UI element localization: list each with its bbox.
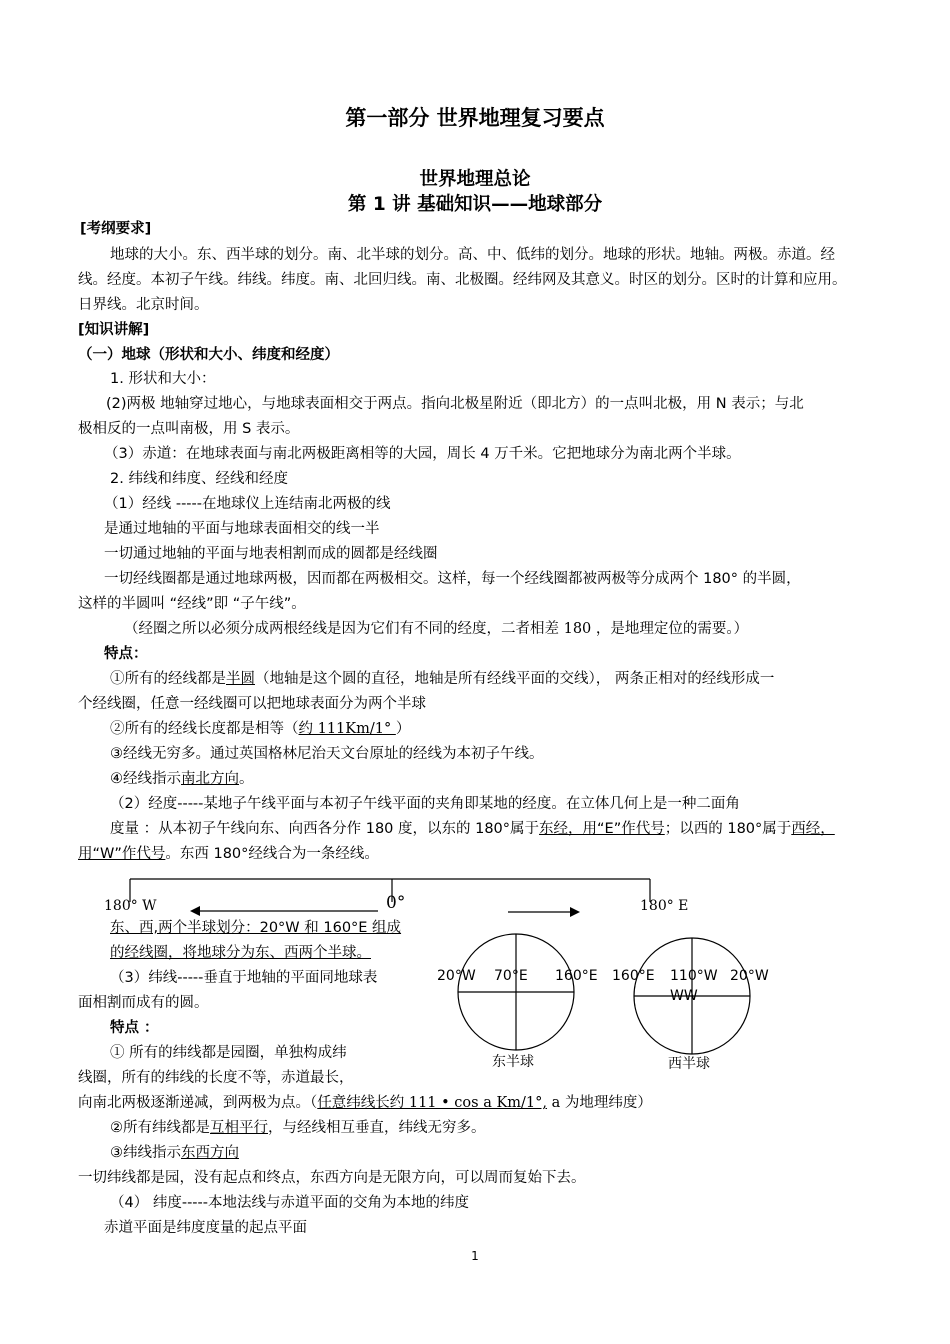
lower-line: ③纬线指示东西方向 (110, 1145, 239, 1161)
lower-line: 赤道平面是纬度度量的起点平面 (104, 1220, 307, 1236)
req-line: 线。经度。本初子午线。纬线。纬度。南、北回归线。南、北极圈。经纬网及其意义。时区的划分。区时的计算和应用。 (78, 272, 847, 288)
label-180e: 180° E (640, 898, 689, 914)
east-label-right: 160°E (555, 968, 598, 984)
body-line: 极相反的一点叫南极，用 S 表示。 (78, 421, 300, 437)
subtitle: 世界地理总论 (419, 169, 531, 190)
label-180w: 180° W (104, 898, 157, 914)
body-line: 1. 形状和大小： (110, 371, 216, 387)
east-label-left: 20°W (437, 968, 476, 984)
west-label-left: 160°E (612, 968, 655, 984)
feature-line: ③经线无穷多。通过英国格林尼治天文台原址的经线为本初子午线。 (110, 746, 544, 762)
arrow-west-head (190, 906, 200, 916)
feature-line: 个经线圈，任意一经线圈可以把地球表面分为两个半球 (78, 696, 426, 712)
page-number: 1 (471, 1249, 479, 1263)
lower-line: ②所有纬线都是互相平行，与经线相互垂直，纬线无穷多。 (110, 1120, 486, 1136)
body-line: (2)两极 地轴穿过地心，与地球表面相交于两点。指向北极星附近（即北方）的一点叫北极，用 N 表示；与北 (106, 396, 804, 412)
page-title: 第一部分 世界地理复习要点 (345, 106, 605, 130)
lower-line: 东、西,两个半球划分：20°W 和 160°E 组成 (110, 920, 402, 936)
body-line: 是通过地轴的平面与地球表面相交的线一半 (104, 521, 380, 537)
lower-line: （4） 纬度-----本地法线与赤道平面的交角为本地的纬度 (110, 1195, 469, 1211)
west-label-right: 20°W (730, 968, 769, 984)
arrow-east-head (570, 907, 580, 917)
lower-line: 面相割而成有的圆。 (78, 995, 209, 1011)
body-line: 这样的半圆叫 “经线”即 “子午线”。 (78, 596, 306, 612)
body-line: （1）经线 -----在地球仪上连结南北两极的线 (104, 496, 391, 512)
lower-line: 的经线圈，将地球分为东、西两个半球。 (110, 945, 371, 961)
lecture-title: 第 1 讲 基础知识——地球部分 (347, 194, 603, 215)
lower-line: ① 所有的纬线都是园圈，单独构成纬 (110, 1045, 347, 1061)
body-line: 一切通过地轴的平面与地表相割而成的圆都是经线圈 (104, 546, 438, 562)
feature-line: ④经线指示南北方向。 (110, 771, 254, 787)
section-earth: （一）地球（形状和大小、纬度和经度） (78, 347, 339, 363)
feature-line: ②所有的经线长度都是相等（约 111Km/1° ） (110, 721, 411, 737)
feature-line: ①所有的经线都是半圆（地轴是这个圆的直径，地轴是所有经线平面的交线）， 两条正相对的经线形成一 (110, 671, 775, 687)
body-line: 用“W”作代号。东西 180°经线合为一条经线。 (78, 846, 379, 862)
lower-line: （3）纬线-----垂直于地轴的平面同地球表 (110, 970, 378, 986)
req-line: 地球的大小。东、西半球的划分。南、北半球的划分。高、中、低纬的划分。地球的形状。地轴。两极。赤道。经 (110, 247, 835, 263)
body-line: （经圈之所以必须分成两根经线是因为它们有不同的经度，二者相差 180 ，是地理定位的需要。） (124, 621, 749, 637)
label-0: 0° (386, 893, 406, 913)
west-hemisphere-name: 西半球 (668, 1056, 710, 1072)
req-line: 日界线。北京时间。 (78, 297, 209, 313)
body-line: （2）经度-----某地子午线平面与本初子午线平面的夹角即某地的经度。在立体几何上是一种二面角 (110, 796, 740, 812)
body-line: （3）赤道：在地球表面与南北两极距离相等的大园，周长 4 万千米。它把地球分为南北两个半球。 (104, 446, 741, 462)
east-hemisphere-name: 东半球 (492, 1054, 534, 1070)
lower-feature-heading: 特点 ： (110, 1020, 159, 1036)
feature-heading: 特点： (104, 646, 148, 662)
west-label-mid: 110°W (670, 968, 718, 984)
section-requirements: [考纲要求] (80, 221, 152, 237)
lower-line: 线圈，所有的纬线的长度不等，赤道最长， (78, 1070, 354, 1086)
lower-line: 一切纬线都是园，没有起点和终点，东西方向是无限方向，可以周而复始下去。 (78, 1170, 586, 1186)
lower-line: 向南北两极逐渐递减，到两极为点。（任意纬线长约 111 • cos a Km/1°, a 为地理纬度） (78, 1095, 652, 1111)
east-label-mid: 70°E (494, 968, 528, 984)
section-knowledge: [知识讲解] (78, 322, 150, 338)
body-line: 一切经线圈都是通过地球两极，因而都在两极相交。这样，每一个经线圈都被两极等分成两个 180° 的半圆， (104, 571, 801, 587)
body-line: 2. 纬线和纬度、经线和经度 (110, 471, 288, 487)
body-line: 度量 ：从本初子午线向东、向西各分作 180 度，以东的 180°属于东经，用“E”作代号；以西的 180°属于西经， (110, 821, 835, 837)
west-label-extra: WW (670, 988, 698, 1004)
